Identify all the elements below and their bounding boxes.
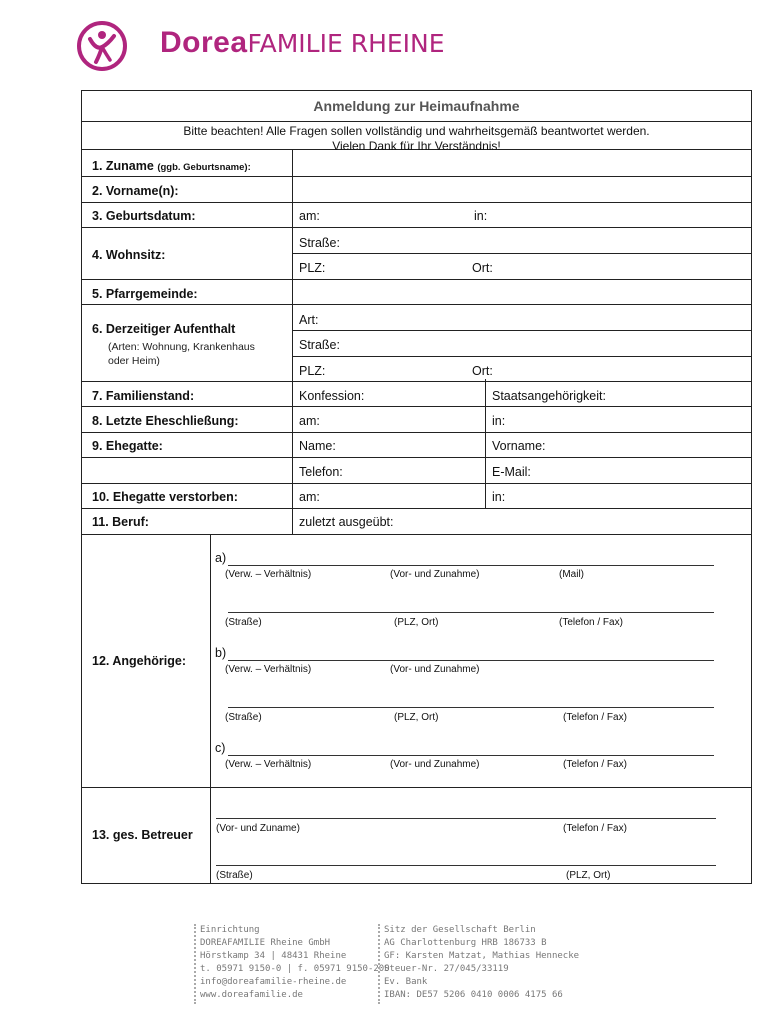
form-note [82,121,751,153]
row-rule [82,381,751,382]
ehegatte-label: 9. Ehegatte: [92,439,163,453]
b-plzort-caption: (PLZ, Ort) [394,712,439,723]
aufenthalt-art-field[interactable]: Art: [299,313,319,327]
row-rule [82,483,751,484]
ehe-am-field[interactable]: am: [299,414,320,428]
eheschliessung-label: 8. Letzte Eheschließung: [92,414,239,428]
footer-right-line: Steuer-Nr. 27/045/33119 [384,964,509,974]
row-rule [82,279,751,280]
aufenthalt-label: 6. Derzeitiger Aufenthalt [92,322,236,336]
wohnsitz-plz-field[interactable]: PLZ: [299,261,326,275]
row-rule [82,432,751,433]
c-name-caption: (Vor- und Zunahme) [390,759,480,770]
familienstand-label: 7. Familienstand: [92,389,195,403]
footer-right-line: Sitz der Gesellschaft Berlin [384,925,536,935]
betreuer-plzort-caption: (PLZ, Ort) [566,870,611,881]
b-strasse-caption: (Straße) [225,712,262,723]
brand-name [160,26,445,60]
geb-am-field[interactable]: am: [299,209,320,223]
pfarrgemeinde-label: 5. Pfarrgemeinde: [92,287,198,301]
betreuer-telfax-caption: (Telefon / Fax) [563,823,627,834]
aufenthalt-hint-1: (Arten: Wohnung, Krankenhaus [108,341,255,353]
beruf-zuletzt-field[interactable]: zuletzt ausgeübt: [299,515,394,529]
betreuer-line-2[interactable] [216,865,716,866]
row-rule [82,534,751,535]
angehoerige-b-line-2[interactable] [228,707,714,708]
aufenthalt-strasse-field[interactable]: Straße: [299,338,340,352]
angehoerige-c-marker: c) [215,741,226,755]
footer-right-line: Ev. Bank [384,977,428,987]
ehe-in-field[interactable]: in: [492,414,506,428]
geb-in-field[interactable]: in: [474,209,488,223]
a-telfax-caption: (Telefon / Fax) [559,617,623,628]
row-rule [82,202,751,203]
row-rule [292,330,751,331]
aufenthalt-plz-field[interactable]: PLZ: [299,364,326,378]
a-plzort-caption: (PLZ, Ort) [394,617,439,628]
ehegatte-vorname-field[interactable]: Vorname: [492,439,546,453]
aufenthalt-hint-2: oder Heim) [108,355,160,367]
vorname-label: 2. Vorname(n): [92,184,179,198]
row-rule [82,787,751,788]
angehoerige-a-line-2[interactable] [228,612,714,613]
footer-right-line: AG Charlottenburg HRB 186733 B [384,938,547,948]
c-telfax-caption: (Telefon / Fax) [563,759,627,770]
b-name-caption: (Vor- und Zunahme) [390,664,480,675]
footer-left-line: DOREAFAMILIE Rheine GmbH [200,938,331,948]
brand-name-rest: FAMILIE RHEINE [247,29,445,58]
footer-right-line: IBAN: DE57 5206 0410 0006 4175 66 [384,990,563,1000]
note-line-2: Vielen Dank für Ihr Verständnis! [332,139,501,153]
column-divider-3 [210,534,211,884]
angehoerige-b-line-1[interactable] [228,660,714,661]
angehoerige-b-marker: b) [215,646,227,660]
angehoerige-c-line-1[interactable] [228,755,714,756]
footer-left-line: t. 05971 9150-0 | f. 05971 9150-200 [200,964,390,974]
note-line-1: Bitte beachten! Alle Fragen sollen vollständig und wahrheitsgemäß beantwortet werden. [183,124,650,138]
betreuer-strasse-caption: (Straße) [216,870,253,881]
b-telfax-caption: (Telefon / Fax) [563,712,627,723]
konfession-field[interactable]: Konfession: [299,389,365,403]
row-rule [82,304,751,305]
wohnsitz-ort-field[interactable]: Ort: [472,261,493,275]
zuname-label: 1. Zuname (ggb. Geburtsname): [92,159,251,173]
dorea-logo-icon [76,20,128,72]
aufenthalt-ort-field[interactable]: Ort: [472,364,493,378]
ehegatte-name-field[interactable]: Name: [299,439,336,453]
footer-right-line: GF: Karsten Matzat, Mathias Hennecke [384,951,580,961]
angehoerige-a-line-1[interactable] [228,565,714,566]
wohnsitz-label: 4. Wohnsitz: [92,248,166,262]
row-rule [292,356,751,357]
footer-left-line: Einrichtung [200,925,260,935]
column-divider [292,150,293,534]
footer-website-link[interactable]: www.doreafamilie.de [200,990,303,1000]
ehegatte-email-field[interactable]: E-Mail: [492,465,531,479]
row-rule [82,406,751,407]
betreuer-label: 13. ges. Betreuer [92,828,193,842]
verstorben-in-field[interactable]: in: [492,490,506,504]
a-strasse-caption: (Straße) [225,617,262,628]
a-name-caption: (Vor- und Zunahme) [390,569,480,580]
row-rule [82,457,751,458]
wohnsitz-strasse-field[interactable]: Straße: [299,236,340,250]
footer-left [200,924,390,1002]
betreuer-line-1[interactable] [216,818,716,819]
footer-left-line: Hörstkamp 34 | 48431 Rheine [200,951,347,961]
footer-email-link[interactable]: info@doreafamilie-rheine.de [200,977,347,987]
angehoerige-label: 12. Angehörige: [92,654,186,668]
row-rule [82,227,751,228]
ehegatte-telefon-field[interactable]: Telefon: [299,465,343,479]
column-divider-2 [485,379,486,508]
verstorben-am-field[interactable]: am: [299,490,320,504]
a-verw-caption: (Verw. – Verhältnis) [225,569,312,580]
c-verw-caption: (Verw. – Verhältnis) [225,759,312,770]
zuname-hint: (ggb. Geburtsname): [157,162,251,173]
staatsangehoerigkeit-field[interactable]: Staatsangehörigkeit: [492,389,606,403]
geburtsdatum-label: 3. Geburtsdatum: [92,209,196,223]
row-rule [292,253,751,254]
beruf-label: 11. Beruf: [92,515,149,529]
footer-right [384,924,579,1002]
betreuer-name-caption: (Vor- und Zuname) [216,823,300,834]
b-verw-caption: (Verw. – Verhältnis) [225,664,312,675]
form-title: Anmeldung zur Heimaufnahme [82,91,751,122]
brand-name-bold: Dorea [160,26,248,59]
a-mail-caption: (Mail) [559,569,584,580]
row-rule [82,508,751,509]
row-rule [82,176,751,177]
angehoerige-a-marker: a) [215,551,227,565]
verstorben-label: 10. Ehegatte verstorben: [92,490,238,504]
registration-form [81,90,752,884]
